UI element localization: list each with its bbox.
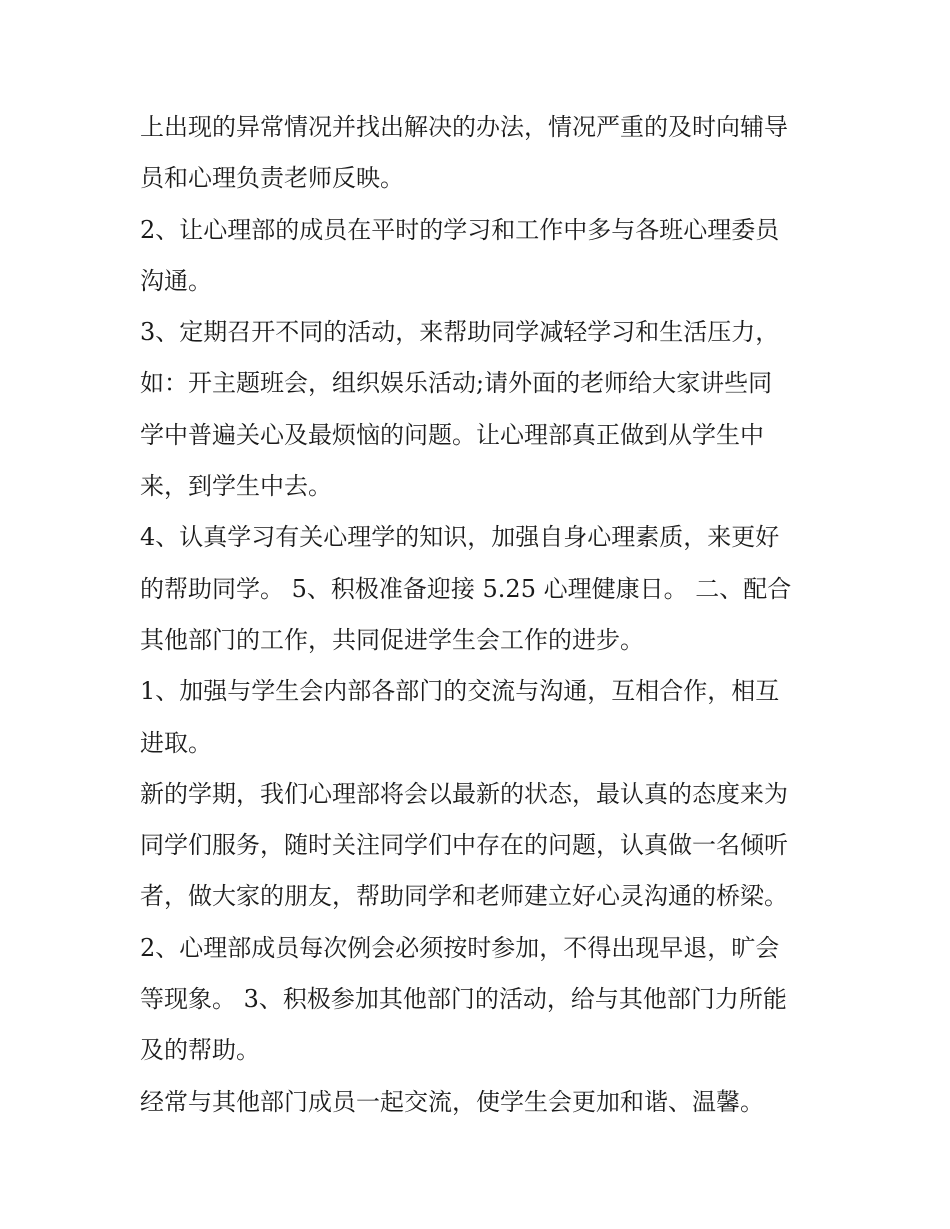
document-body xyxy=(140,102,820,1128)
text-line: 1、加强与学生会内部各部门的交流与沟通，互相合作，相互 xyxy=(140,677,780,706)
text-line: 沟通。 xyxy=(140,266,212,295)
text-line: 3、定期召开不同的活动，来帮助同学减轻学习和生活压力， xyxy=(140,318,780,347)
text-line: 4、认真学习有关心理学的知识，加强自身心理素质，来更好 xyxy=(140,523,780,552)
text-line: 等现象。 3、积极参加其他部门的活动，给与其他部门力所能 xyxy=(140,985,787,1014)
text-line: 员和心理负责老师反映。 xyxy=(140,164,404,193)
text-line: 新的学期，我们心理部将会以最新的状态，最认真的态度来为 xyxy=(140,779,788,808)
text-line: 2、心理部成员每次例会必须按时参加，不得出现早退，旷会 xyxy=(140,933,780,962)
text-line: 同学们服务，随时关注同学们中存在的问题，认真做一名倾听 xyxy=(140,831,788,860)
text-line: 的帮助同学。 5、积极准备迎接 5.25 心理健康日。 二、配合 xyxy=(140,574,792,603)
text-line: 上出现的异常情况并找出解决的办法，情况严重的及时向辅导 xyxy=(140,113,788,141)
text-line: 如：开主题班会，组织娱乐活动;请外面的老师给大家讲些同 xyxy=(140,369,773,398)
text-line: 学中普遍关心及最烦恼的问题。让心理部真正做到从学生中 xyxy=(140,420,764,449)
text-line: 2、让心理部的成员在平时的学习和工作中多与各班心理委员 xyxy=(140,215,780,244)
text-line: 进取。 xyxy=(140,728,212,757)
text-line: 及的帮助。 xyxy=(140,1036,260,1065)
text-line: 其他部门的工作，共同促进学生会工作的进步。 xyxy=(140,625,644,654)
text-line: 者，做大家的朋友，帮助同学和老师建立好心灵沟通的桥梁。 xyxy=(140,882,788,911)
text-line: 来，到学生中去。 xyxy=(140,472,332,501)
text-line: 经常与其他部门成员一起交流，使学生会更加和谐、温馨。 xyxy=(140,1087,764,1116)
